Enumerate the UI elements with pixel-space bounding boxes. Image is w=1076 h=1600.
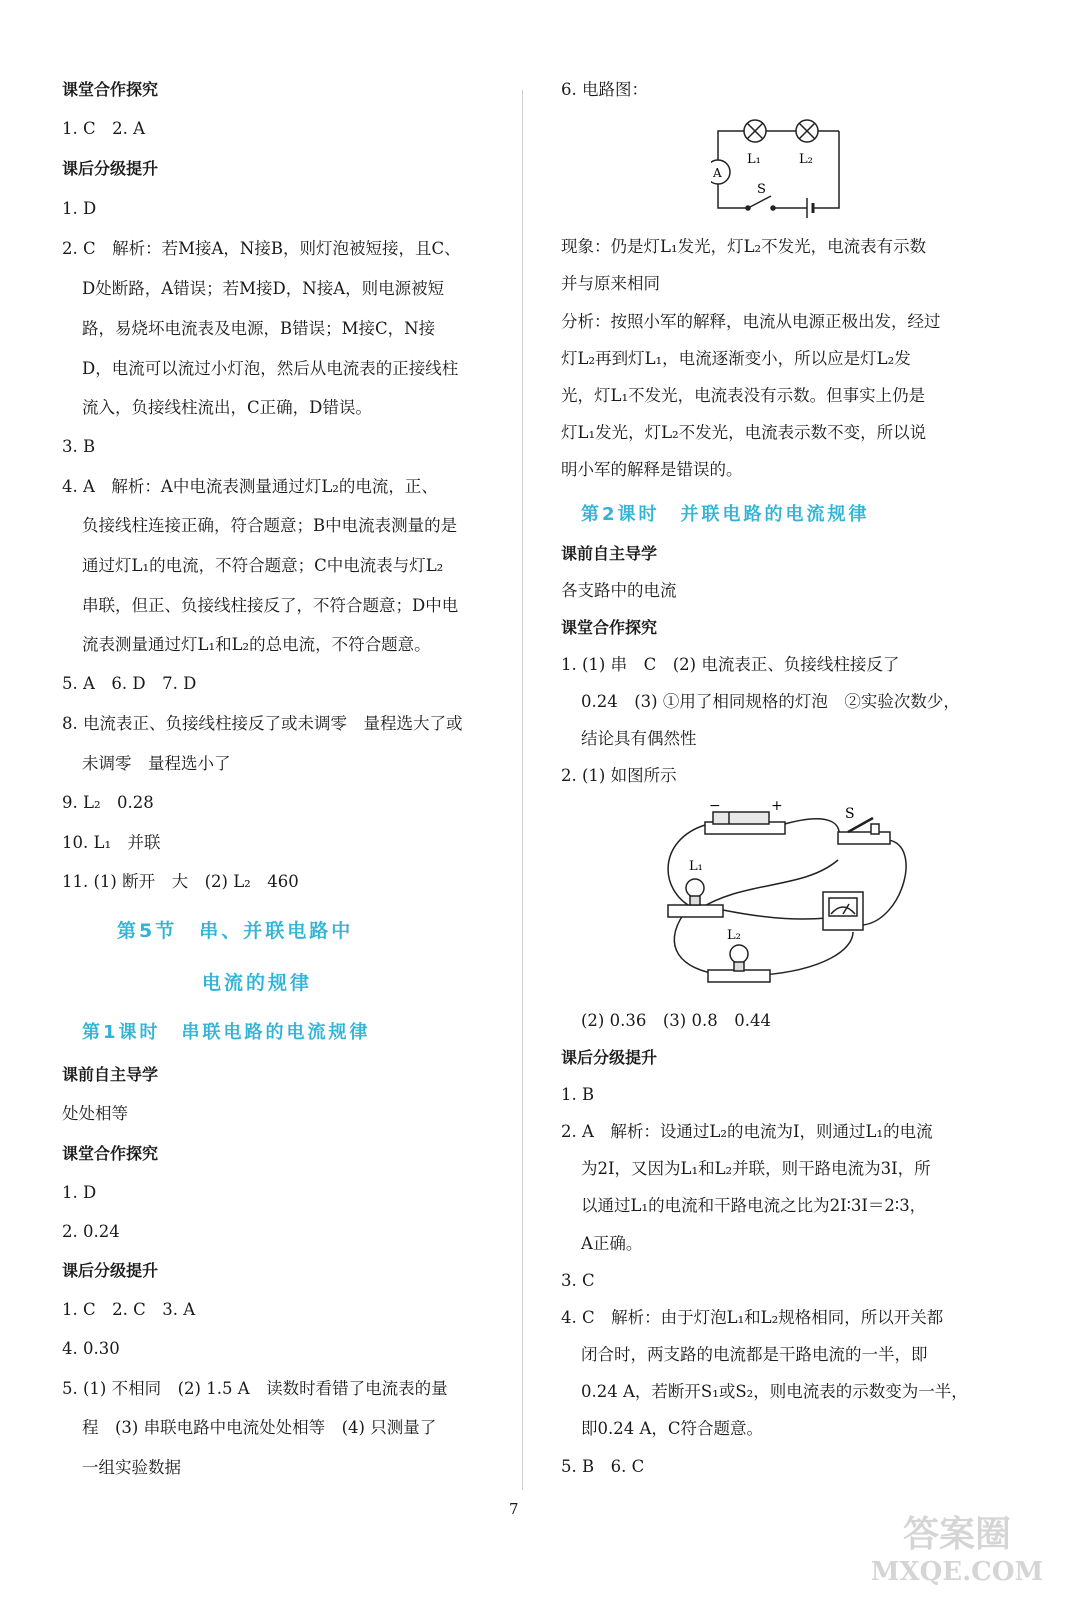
answer-line: A正确。 (581, 1234, 643, 1253)
answer-line: 处处相等 (62, 1104, 128, 1123)
answer-line: 2. C 解析：若M接A，N接B，则灯泡被短接，且C、 (62, 239, 461, 258)
answer-line: 1. B (561, 1085, 595, 1104)
answer-line: 4. C 解析：由于灯泡L₁和L₂规格相同，所以开关都 (561, 1308, 944, 1327)
answer-line: 2. (1) 如图所示 (561, 766, 677, 785)
answer-line: 6. 电路图： (561, 80, 648, 99)
answer-line: 1. (1) 串 C (2) 电流表正、负接线柱接反了 (561, 655, 900, 674)
answer-line: 5. A 6. D 7. D (62, 674, 197, 693)
answer-line: 各支路中的电流 (561, 581, 677, 600)
section-heading: 课后分级提升 (561, 1048, 658, 1067)
answer-line: 闭合时，两支路的电流都是干路电流的一半，即 (581, 1345, 928, 1364)
section-heading: 课堂合作探究 (62, 80, 159, 99)
watermark-logo (852, 1508, 1062, 1588)
answer-line: 4. A 解析：A中电流表测量通过灯L₂的电流，正、 (62, 477, 438, 496)
lamp-l2-label: L₂ (799, 152, 813, 167)
lamp-l1-label: L₁ (747, 152, 761, 167)
answer-line: 9. L₂ 0.28 (62, 793, 154, 812)
answer-line: 1. D (62, 1183, 97, 1202)
battery-plus-label: + (771, 800, 783, 814)
answer-line: 10. L₁ 并联 (62, 833, 161, 852)
answer-line: 0.24 (3) ①用了相同规格的灯泡 ②实验次数少， (581, 692, 960, 711)
answer-line: 1. C 2. C 3. A (62, 1300, 196, 1319)
section-title: 第5节 串、并联电路中 (117, 920, 354, 942)
answer-line: 一组实验数据 (82, 1458, 181, 1477)
answer-line: 3. B (62, 437, 96, 456)
lamp-l1-label: L₁ (689, 859, 703, 874)
answer-line: 5. B 6. C (561, 1457, 645, 1476)
series-circuit-diagram (711, 118, 911, 218)
battery-minus-label: − (709, 800, 721, 814)
answer-line: 2. 0.24 (62, 1222, 120, 1241)
answer-line: 8. 电流表正、负接线柱接反了或未调零 量程选大了或 (62, 714, 463, 733)
answer-line: 未调零 量程选小了 (82, 754, 231, 773)
answer-line: 2. A 解析：设通过L₂的电流为I，则通过L₁的电流 (561, 1122, 933, 1141)
answer-line: 1. C 2. A (62, 119, 146, 138)
section-heading: 课后分级提升 (62, 159, 159, 178)
lesson-title: 第1课时 串联电路的电流规律 (82, 1022, 371, 1043)
answer-line: 灯L₂再到灯L₁，电流逐渐变小，所以应是灯L₂发 (561, 349, 911, 368)
answer-line: 4. 0.30 (62, 1339, 120, 1358)
answer-line: 现象：仍是灯L₁发光，灯L₂不发光，电流表有示数 (561, 237, 927, 256)
answer-line: 流表测量通过灯L₁和L₂的总电流，不符合题意。 (82, 635, 431, 654)
answer-line: 1. D (62, 199, 97, 218)
answer-line: 即0.24 A，C符合题意。 (581, 1419, 764, 1438)
switch-label: S (845, 806, 855, 822)
answer-line: 负接线柱连接正确，符合题意；B中电流表测量的是 (82, 516, 458, 535)
answer-line: 路，易烧坏电流表及电源，B错误；M接C，N接 (82, 319, 436, 338)
answer-line: 为2I，又因为L₁和L₂并联，则干路电流为3I，所 (581, 1159, 931, 1178)
page-number: 7 (509, 1500, 519, 1518)
section-heading: 课堂合作探究 (561, 618, 658, 637)
answer-line: 并与原来相同 (561, 274, 660, 293)
answer-line: 5. (1) 不相同 (2) 1.5 A 读数时看错了电流表的量 (62, 1379, 448, 1398)
answer-line: 流入，负接线柱流出，C正确，D错误。 (82, 398, 372, 417)
answer-line: 0.24 A，若断开S₁或S₂，则电流表的示数变为一半， (581, 1382, 968, 1401)
section-heading: 课堂合作探究 (62, 1144, 159, 1163)
lesson-title: 第2课时 并联电路的电流规律 (581, 504, 870, 525)
ammeter-label: A (713, 166, 722, 180)
section-heading: 课前自主导学 (561, 544, 658, 563)
answer-line: 串联，但正、负接线柱接反了，不符合题意；D中电 (82, 596, 459, 615)
answer-line: D处断路，A错误；若M接D，N接A，则电源被短 (82, 279, 445, 298)
section-title: 电流的规律 (202, 972, 313, 994)
answer-line: 通过灯L₁的电流，不符合题意；C中电流表与灯L₂ (82, 556, 444, 575)
section-heading: 课前自主导学 (62, 1065, 159, 1084)
answer-line: 光，灯L₁不发光，电流表没有示数。但事实上仍是 (561, 386, 926, 405)
answer-line: 结论具有偶然性 (581, 729, 697, 748)
answer-line: (2) 0.36 (3) 0.8 0.44 (581, 1011, 771, 1030)
answer-line: 11. (1) 断开 大 (2) L₂ 460 (62, 872, 299, 891)
answer-line: 灯L₁发光，灯L₂不发光，电流表示数不变，所以说 (561, 423, 927, 442)
section-heading: 课后分级提升 (62, 1261, 159, 1280)
answer-line: 3. C (561, 1271, 595, 1290)
column-divider (522, 90, 523, 1490)
answer-line: 以通过L₁的电流和干路电流之比为2I∶3I＝2∶3， (581, 1196, 927, 1215)
answer-line: D，电流可以流过小灯泡，然后从电流表的正接线柱 (82, 359, 459, 378)
answer-line: 程 (3) 串联电路中电流处处相等 (4) 只测量了 (82, 1418, 437, 1437)
answer-line: 明小军的解释是错误的。 (561, 460, 743, 479)
switch-label: S (757, 182, 766, 197)
lamp-l2-label: L₂ (727, 928, 741, 943)
answer-line: 分析：按照小军的解释，电流从电源正极出发，经过 (561, 312, 941, 331)
watermark-url: MXQE.COM (870, 1557, 1044, 1587)
parallel-circuit-diagram (653, 800, 973, 995)
watermark-text: 答案圈 (902, 1513, 1012, 1555)
